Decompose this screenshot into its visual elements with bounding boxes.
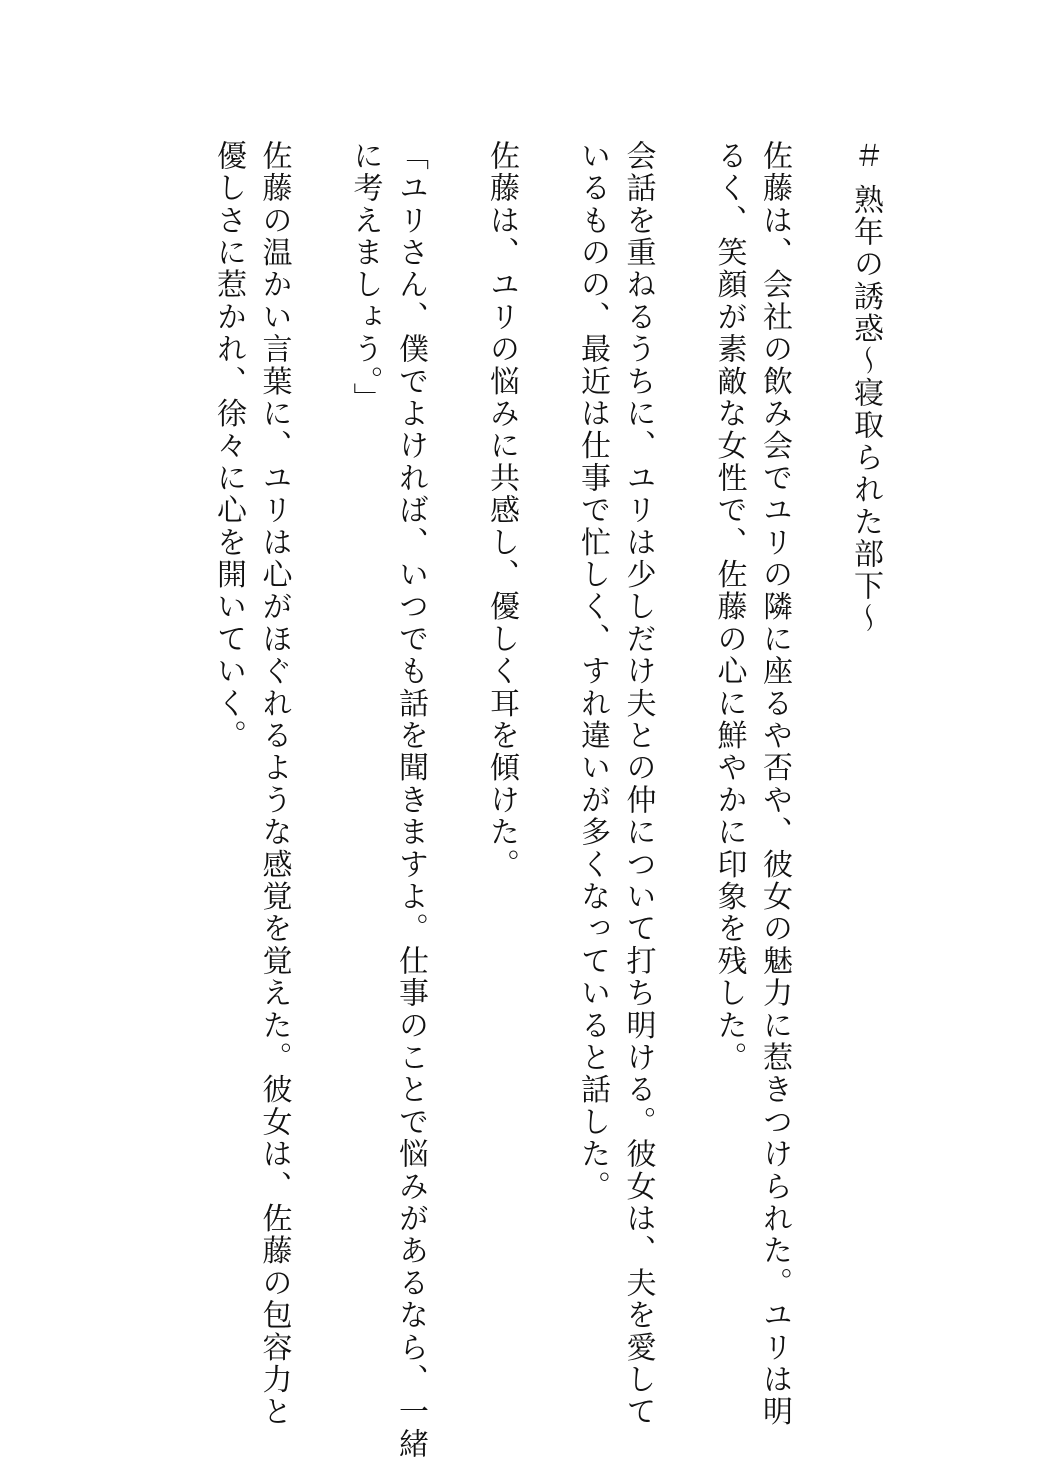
blank-line: [797, 140, 843, 1380]
paragraph-2-line-1: 会話を重ねるうちに、ユリは少しだけ夫との仲について打ち明ける。彼女は、夫を愛して: [620, 140, 656, 1428]
vertical-text-body: [206, 140, 889, 1461]
paragraph-5-line-2: 優しさに惹かれ、徐々に心を開いていく。: [211, 140, 246, 752]
blank-line: [524, 140, 570, 1380]
blank-line: [433, 140, 479, 1380]
blank-line: [297, 140, 343, 1380]
paragraph-1-line-1: 佐藤は、会社の飲み会でユリの隣に座るや否や、彼女の魅力に惹きつけられた。ユリは明: [757, 140, 792, 1428]
document-title: ＃ 熟年の誘惑〜寝取られた部下〜: [848, 140, 883, 635]
blank-line: [661, 140, 707, 1380]
paragraph-1-line-2: るく、笑顔が素敵な女性で、佐藤の心に鮮やかに印象を残した。: [711, 140, 747, 1074]
paragraph-2-line-2: いるものの、最近は仕事で忙しく、すれ違いが多くなっていると話した。: [575, 140, 610, 1203]
paragraph-5-line-1: 佐藤の温かい言葉に、ユリは心がほぐれるような感覚を覚えた。彼女は、佐藤の包容力と: [256, 140, 292, 1428]
paragraph-3-line-1: 佐藤は、ユリの悩みに共感し、優しく耳を傾けた。: [484, 140, 519, 881]
paragraph-4-line-1: 「ユリさん、僕でよければ、いつでも話を聞きますよ。仕事のことで悩みがあるなら、一緒: [393, 140, 428, 1461]
paragraph-4-line-2: に考えましょう。」: [347, 140, 383, 415]
